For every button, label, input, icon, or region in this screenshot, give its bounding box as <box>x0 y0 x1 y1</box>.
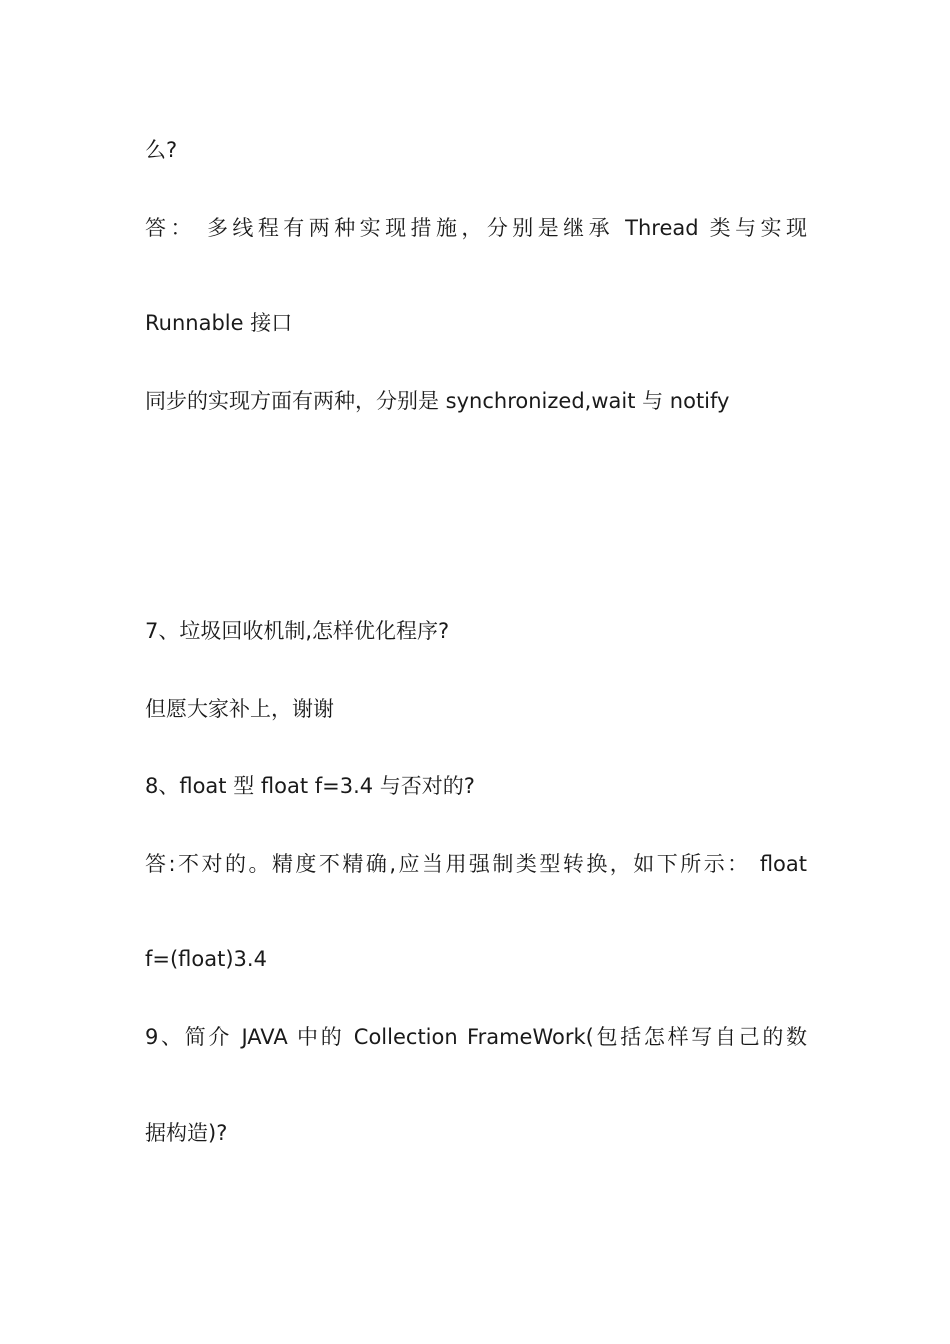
text-line-7: 8、float 型 float f=3.4 与否对的? <box>145 774 475 798</box>
text-line-11: 据构造)? <box>145 1121 228 1145</box>
text-line-8: 答:不对的。精度不精确,应当用强制类型转换，如下所示： float <box>145 852 807 876</box>
text-line-10: 9、简介 JAVA 中的 Collection FrameWork(包括怎样写自己的数 <box>145 1025 807 1049</box>
text-line-6: 但愿大家补上，谢谢 <box>145 697 334 721</box>
text-line-9: f=(float)3.4 <box>145 947 267 971</box>
text-line-5: 7、垃圾回收机制,怎样优化程序? <box>145 619 450 643</box>
text-line-2: 答： 多线程有两种实现措施，分别是继承 Thread 类与实现 <box>145 216 807 240</box>
text-line-4: 同步的实现方面有两种，分别是 synchronized,wait 与 notify <box>145 389 730 413</box>
text-line-1: 么? <box>145 138 178 162</box>
text-line-3: Runnable 接口 <box>145 311 293 335</box>
